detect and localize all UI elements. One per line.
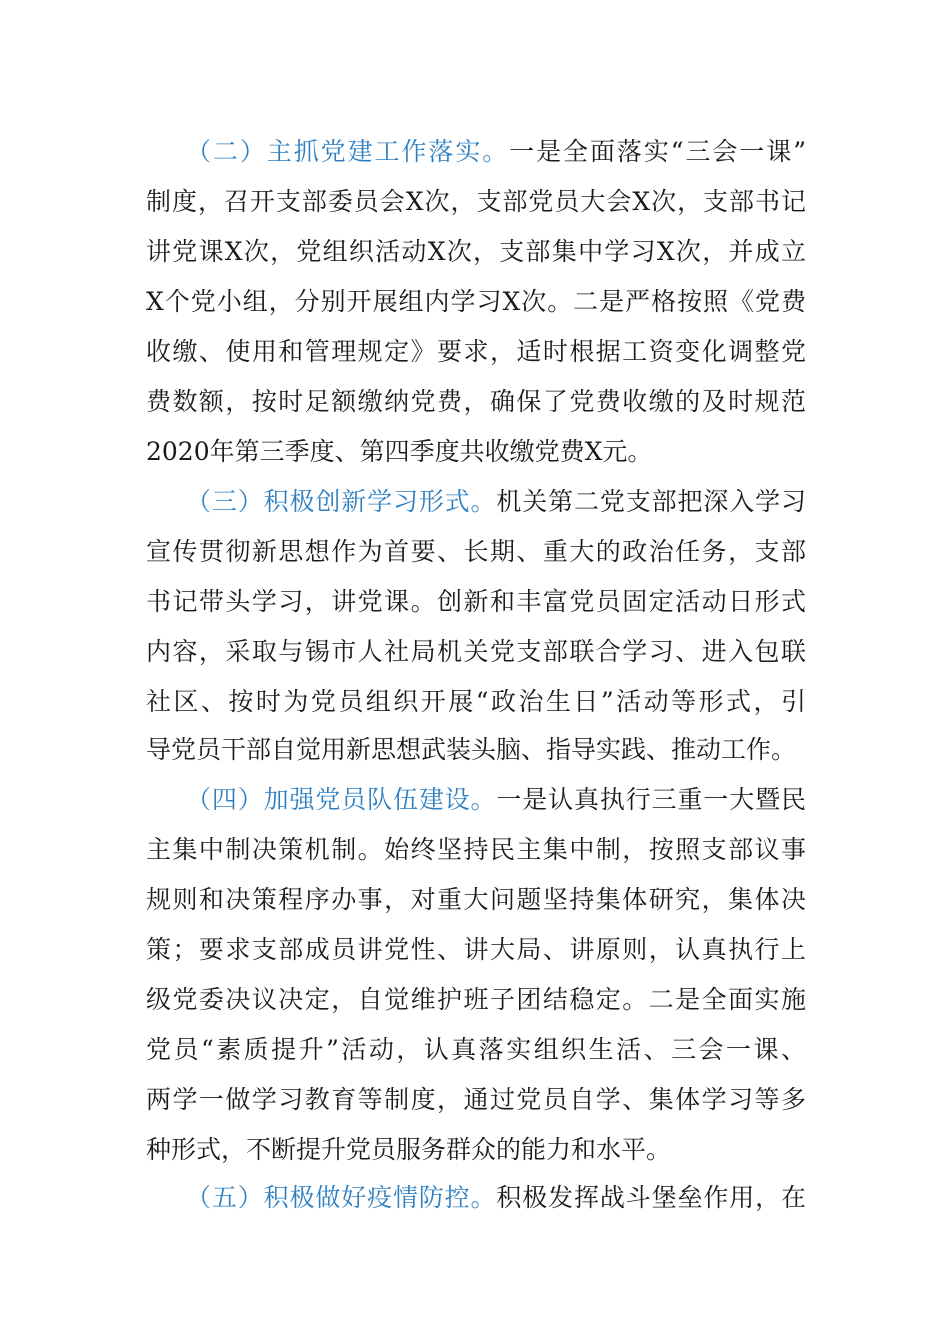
- section-2-line-4: 收缴、使用和管理规定》要求，适时根据工资变化调整党: [146, 337, 806, 366]
- section-4-line-2: 规则和决策程序办事，对重大问题坚持集体研究，集体决: [146, 885, 806, 914]
- section-2-line-5: 费数额，按时足额缴纳党费，确保了党费收缴的及时规范: [146, 387, 806, 416]
- section-3-line-2: 书记带头学习，讲党课。创新和丰富党员固定活动日形式: [146, 587, 806, 616]
- section-3-line-5: 导党员干部自觉用新思想武装头脑、指导实践、推动工作。: [146, 735, 797, 764]
- section-3-first-line: [186, 482, 806, 522]
- section-3-line-0: 机关第二党支部把深入学习: [496, 487, 806, 516]
- section-3-line-4: 社区、按时为党员组织开展“政治生日”活动等形式，引: [146, 687, 806, 716]
- section-5-heading: （五）积极做好疫情防控。: [186, 1183, 497, 1212]
- section-3-heading: （三）积极创新学习形式。: [186, 487, 497, 516]
- section-4-line-6: 两学一做学习教育等制度，通过党员自学、集体学习等多: [146, 1085, 806, 1114]
- section-5-line-0: 积极发挥战斗堡垒作用，在: [496, 1183, 806, 1212]
- section-2-line-6: 2020年第三季度、第四季度共收缴党费X元。: [146, 437, 653, 466]
- section-2-heading: （二）主抓党建工作落实。: [186, 137, 510, 166]
- section-4-line-0: 一是认真执行三重一大暨民: [496, 785, 806, 814]
- section-2-line-3: X个党小组，分别开展组内学习X次。二是严格按照《党费: [146, 287, 806, 316]
- section-2-line-1: 制度，召开支部委员会X次，支部党员大会X次，支部书记: [146, 187, 806, 216]
- section-2-line-2: 讲党课X次，党组织活动X次，支部集中学习X次，并成立: [146, 237, 806, 266]
- section-4-heading: （四）加强党员队伍建设。: [186, 785, 497, 814]
- section-4-line-7: 种形式，不断提升党员服务群众的能力和水平。: [146, 1135, 672, 1164]
- section-3-line-1: 宣传贯彻新思想作为首要、长期、重大的政治任务，支部: [146, 537, 806, 566]
- section-3-line-3: 内容，采取与锡市人社局机关党支部联合学习、进入包联: [146, 637, 806, 666]
- section-2-first-line: [186, 132, 806, 172]
- section-4-line-4: 级党委决议决定，自觉维护班子团结稳定。二是全面实施: [146, 985, 806, 1014]
- section-4-line-1: 主集中制决策机制。始终坚持民主集中制，按照支部议事: [146, 835, 806, 864]
- section-4-line-3: 策；要求支部成员讲党性、讲大局、讲原则，认真执行上: [146, 935, 806, 964]
- section-4-first-line: [186, 780, 806, 820]
- section-4-line-5: 党员“素质提升”活动，认真落实组织生活、三会一课、: [146, 1035, 806, 1064]
- section-2-line-0: 一是全面落实“三会一课”: [509, 137, 806, 166]
- section-5-first-line: [186, 1178, 806, 1218]
